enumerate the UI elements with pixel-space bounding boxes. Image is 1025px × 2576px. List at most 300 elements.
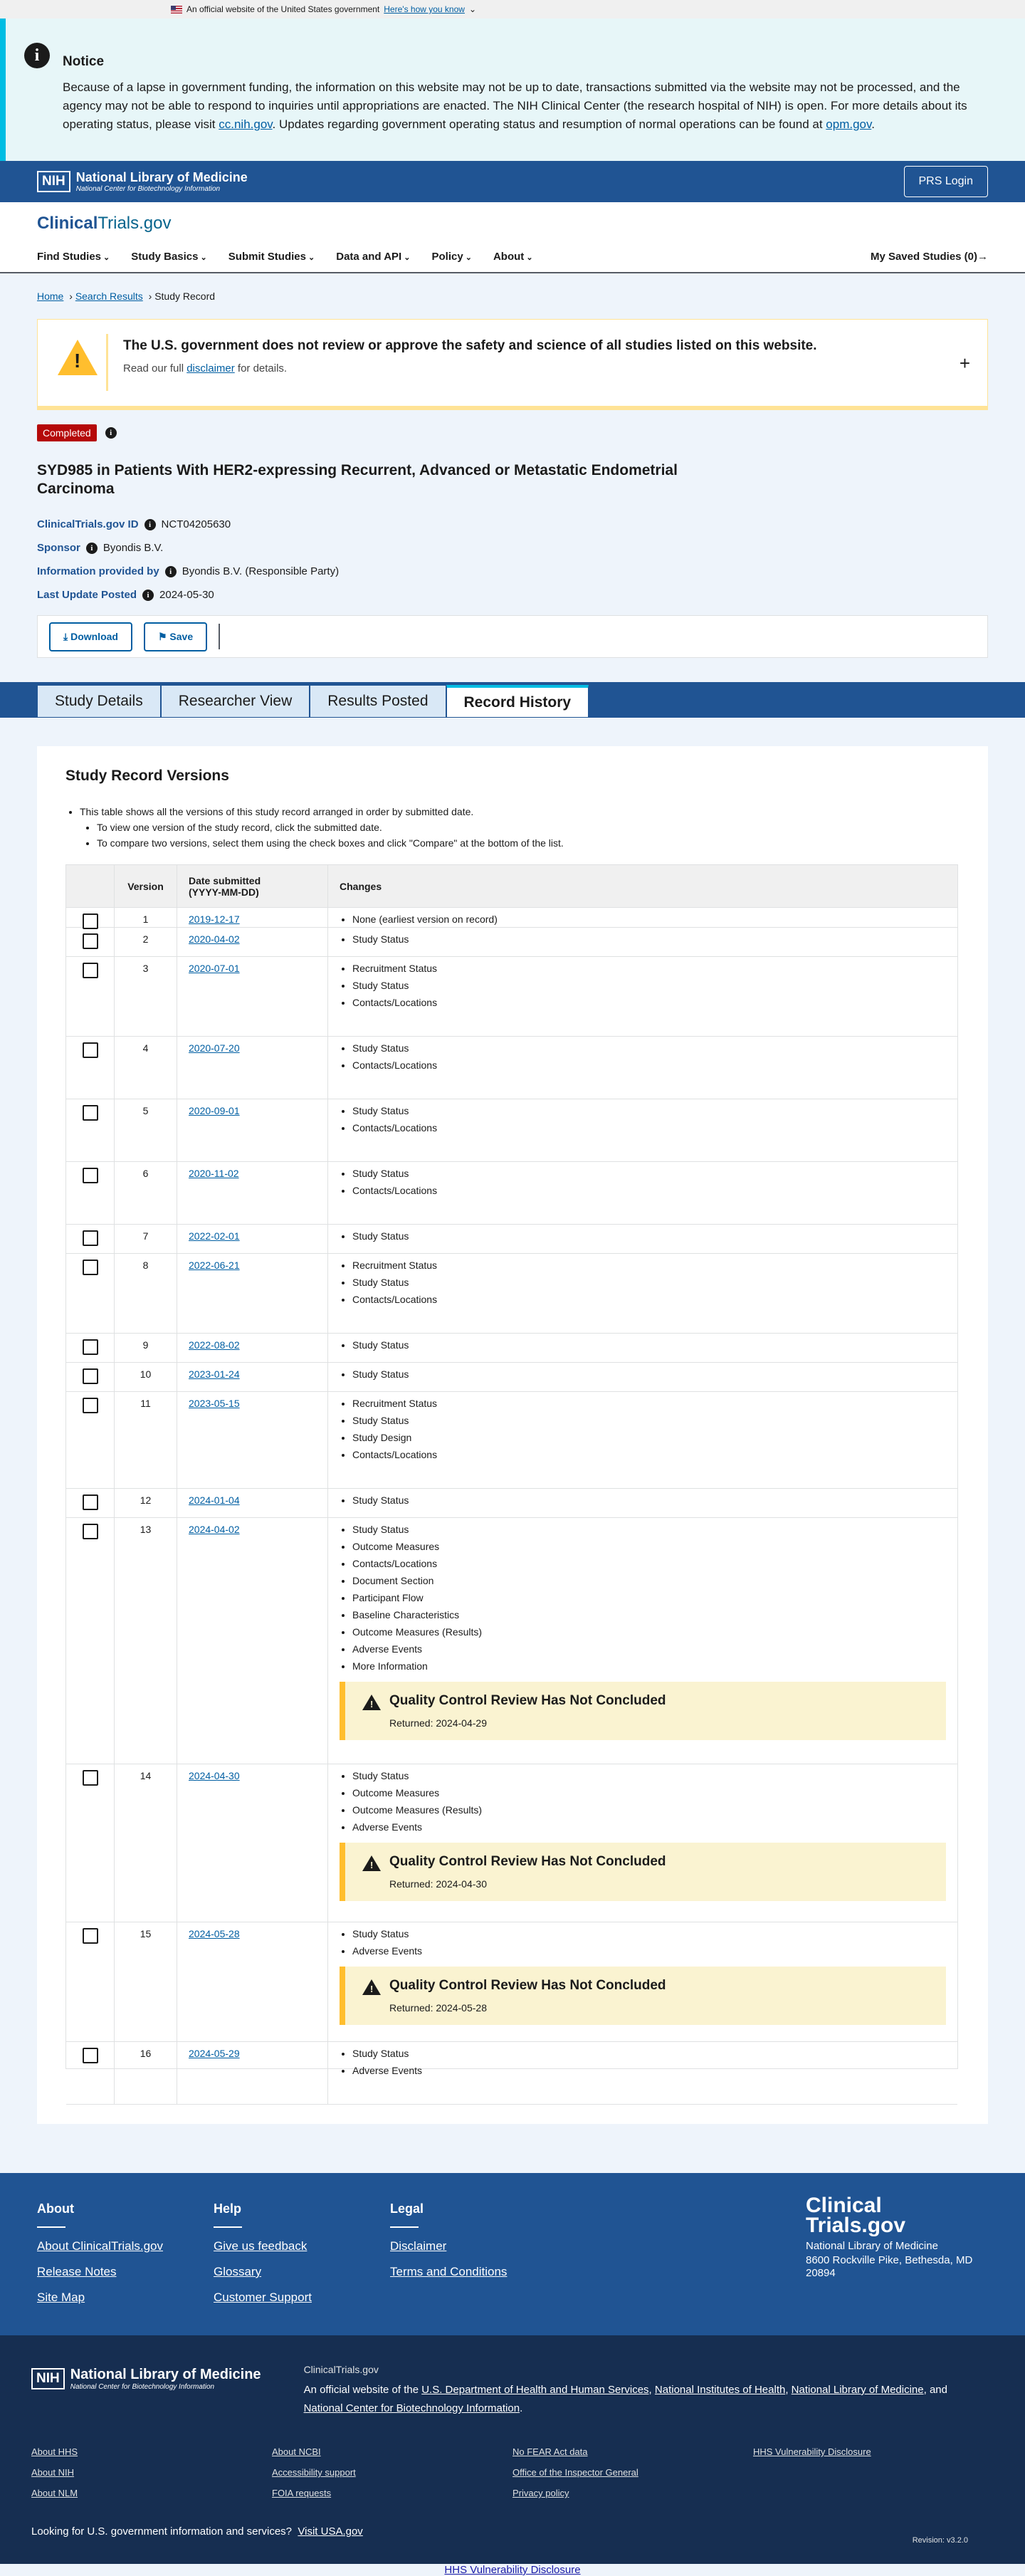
change-item: • Study Status	[352, 1928, 957, 1939]
change-item: • Outcome Measures (Results)	[352, 1626, 957, 1638]
version-date-link[interactable]: 2023-05-15	[189, 1398, 240, 1409]
select-cell	[66, 957, 115, 1036]
select-cell	[66, 1099, 115, 1161]
date-cell	[177, 1489, 328, 1517]
version-checkbox[interactable]	[83, 1042, 98, 1058]
date-cell	[177, 1162, 328, 1224]
warning-icon	[362, 1979, 381, 1995]
table-row	[66, 1392, 957, 1489]
date-cell	[177, 1099, 328, 1161]
version-number: 6	[115, 1162, 177, 1224]
ncbi-link[interactable]: National Center for Biotechnology Information	[303, 2402, 520, 2414]
date-cell	[177, 957, 328, 1036]
change-item: • Study Status	[352, 1770, 957, 1781]
version-checkbox[interactable]	[83, 1398, 98, 1413]
changes-cell	[328, 1334, 957, 1362]
select-cell	[66, 928, 115, 956]
official-pre: An official website of the	[303, 2384, 422, 2396]
select-cell	[66, 1162, 115, 1224]
nih-logo-icon: NIH	[31, 2368, 65, 2389]
study-title: SYD985 in Patients With HER2-expressing Recurrent, Advanced or Metastatic Endometrial Carcinoma	[37, 462, 678, 497]
version-checkbox[interactable]	[83, 1230, 98, 1246]
footer-agency	[0, 2335, 1025, 2564]
change-item: • Study Status	[352, 2048, 957, 2059]
date-cell	[177, 1334, 328, 1362]
warning-icon	[362, 1695, 381, 1710]
changes-cell	[328, 1254, 957, 1333]
change-item: • Contacts/Locations	[352, 1558, 957, 1569]
meta-row	[37, 565, 988, 577]
my-saved-studies-link[interactable]: My Saved Studies (0)→	[870, 251, 988, 263]
opm-link[interactable]: opm.gov	[826, 117, 872, 131]
meta-key: ClinicalTrials.gov ID	[37, 518, 139, 530]
changes-cell	[328, 1099, 957, 1161]
version-checkbox[interactable]	[83, 1928, 98, 1944]
qc-title: Quality Control Review Has Not Concluded	[389, 1978, 666, 1993]
footer-link[interactable]: Site Map	[37, 2290, 85, 2304]
date-cell	[177, 928, 328, 956]
date-cell	[177, 2042, 328, 2104]
version-date-link[interactable]: 2024-05-28	[189, 1928, 240, 1939]
expand-plus-icon[interactable]: +	[959, 352, 970, 374]
version-checkbox[interactable]	[83, 1105, 98, 1121]
footer-agency-links	[31, 2446, 994, 2508]
change-item: • Study Status	[352, 980, 957, 991]
version-date-link[interactable]: 2020-04-02	[189, 933, 240, 945]
version-date-link[interactable]: 2024-05-29	[189, 2048, 240, 2059]
version-number: 1	[115, 908, 177, 927]
select-cell	[66, 1225, 115, 1253]
footer-link[interactable]: About NCBI	[272, 2446, 321, 2457]
version-date-link[interactable]: 2023-01-24	[189, 1368, 240, 1380]
change-item: • Contacts/Locations	[352, 1449, 957, 1460]
footer-link[interactable]: About NLM	[31, 2488, 78, 2498]
table-row	[66, 1254, 957, 1334]
table-row	[66, 1489, 957, 1518]
notice-text-1: Because of a lapse in government funding, the information on this website may not be up to date, transactions submitted via the website may not be processed, and the agency may not be able to respond to inquiries until appropriations are enacted. The NIH Clinical Center (the research hospital of NIH) is open. For more details about its operating status, please visit	[63, 80, 967, 131]
download-button[interactable]	[49, 622, 132, 651]
meta-key: Information provided by	[37, 565, 159, 577]
date-cell	[177, 1225, 328, 1253]
info-icon[interactable]: i	[105, 427, 117, 439]
info-icon: i	[24, 43, 50, 68]
table-row	[66, 908, 957, 928]
nav-find-studies[interactable]: Find Studies ⌄	[37, 251, 110, 263]
gov-banner	[0, 0, 1025, 19]
change-item: • Document Section	[352, 1575, 957, 1586]
section-title: Study Record Versions	[65, 768, 229, 784]
meta-row	[37, 518, 988, 530]
and-text: and	[929, 2384, 947, 2396]
action-bar	[37, 615, 988, 658]
disclaimer-post: for details.	[234, 362, 288, 375]
qc-title: Quality Control Review Has Not Concluded	[389, 1693, 666, 1708]
change-item: • Contacts/Locations	[352, 1122, 957, 1133]
table-row	[66, 957, 957, 1037]
footer-col-help	[214, 2201, 390, 2316]
change-item: • Study Status	[352, 1339, 957, 1351]
version-date-link[interactable]: 2024-01-04	[189, 1494, 240, 1506]
gov-banner-text: An official website of the United States government	[186, 4, 380, 14]
table-row	[66, 928, 957, 957]
version-date-link[interactable]: 2019-12-17	[189, 913, 240, 925]
table-row	[66, 2042, 957, 2105]
footer-link[interactable]: Glossary	[214, 2265, 262, 2278]
header-changes: Changes	[340, 880, 382, 892]
info-icon[interactable]: i	[165, 566, 177, 577]
change-item: • Adverse Events	[352, 1821, 957, 1833]
version-checkbox[interactable]	[83, 933, 98, 949]
download-icon: ⤓	[63, 630, 71, 642]
version-date-link[interactable]: 2020-07-01	[189, 963, 240, 974]
version-number: 8	[115, 1254, 177, 1333]
cc-nih-link[interactable]: cc.nih.gov	[219, 117, 273, 131]
change-item: • Adverse Events	[352, 2065, 957, 2076]
notice-text-2: . Updates regarding government operating status and resumption of normal operations can be found at	[272, 117, 826, 131]
nih-link[interactable]: National Institutes of Health	[654, 2384, 786, 2396]
disclaimer-text	[123, 362, 987, 375]
save-button[interactable]	[144, 622, 207, 651]
change-item: • Participant Flow	[352, 1592, 957, 1603]
nav-study-basics[interactable]: Study Basics ⌄	[131, 251, 207, 263]
ctg-logo[interactable]	[37, 214, 988, 234]
change-item: • Baseline Characteristics	[352, 1609, 957, 1621]
version-number: 13	[115, 1518, 177, 1764]
qc-returned: Returned: 2024-04-30	[389, 1878, 487, 1890]
table-header	[66, 865, 957, 908]
changes-cell	[328, 1489, 957, 1517]
select-cell	[66, 1334, 115, 1362]
nav-about[interactable]: About ⌄	[493, 251, 533, 263]
table-row	[66, 1037, 957, 1099]
version-checkbox[interactable]	[83, 1524, 98, 1539]
select-cell	[66, 1764, 115, 1922]
version-checkbox[interactable]	[83, 1168, 98, 1183]
change-item: • Study Status	[352, 933, 957, 945]
footer-ncbi-name: National Center for Biotechnology Information	[70, 2383, 215, 2391]
tab-researcher-view[interactable]: Researcher View	[161, 685, 310, 718]
select-cell	[66, 1518, 115, 1764]
select-cell	[66, 908, 115, 927]
nlm-link[interactable]: National Library of Medicine	[791, 2384, 924, 2396]
footer-nlm-logo[interactable]	[31, 2367, 261, 2391]
bookmark-icon: ⚑	[157, 630, 170, 642]
meta-value: NCT04205630	[161, 518, 231, 530]
ctg-header	[0, 202, 1025, 273]
version-checkbox[interactable]	[83, 1368, 98, 1384]
footer-link[interactable]: About HHS	[31, 2446, 78, 2457]
info-icon[interactable]: i	[144, 519, 156, 530]
footer-link[interactable]: Terms and Conditions	[390, 2265, 508, 2278]
meta-value: Byondis B.V. (Responsible Party)	[182, 565, 340, 577]
meta-row	[37, 542, 988, 554]
intro-list	[65, 806, 960, 849]
changes-cell	[328, 1392, 957, 1488]
official-website-text: An official website of the U.S. Department of Health and Human Services, National Institutes of Health, National Library of Medicine, and National Center for Biotechnology Information.	[303, 2384, 947, 2414]
notice-banner	[0, 19, 1025, 161]
changes-cell	[328, 1037, 957, 1099]
changes-cell	[328, 957, 957, 1036]
version-checkbox[interactable]	[83, 1260, 98, 1275]
heres-how-link[interactable]: Here's how you know	[384, 4, 465, 14]
nav-policy[interactable]: Policy ⌄	[432, 251, 472, 263]
qc-returned: Returned: 2024-05-28	[389, 2002, 487, 2014]
version-date-link[interactable]: 2020-11-02	[189, 1168, 239, 1179]
nlm-name: National Library of Medicine	[75, 170, 248, 184]
warning-icon	[362, 1855, 381, 1871]
meta-value: Byondis B.V.	[102, 542, 164, 554]
footer-link[interactable]: FOIA requests	[272, 2488, 332, 2498]
footer-logo-line2: Trials.gov	[806, 2214, 906, 2237]
change-item: • Study Status	[352, 1494, 957, 1506]
date-cell	[177, 1254, 328, 1333]
change-item: • Adverse Events	[352, 1945, 957, 1957]
footer-nlm-name: National Library of Medicine	[70, 2367, 261, 2382]
footer-main	[0, 2173, 1025, 2335]
table-row	[66, 1363, 957, 1392]
version-checkbox[interactable]	[83, 2048, 98, 2063]
version-number: 4	[115, 1037, 177, 1099]
disclaimer-link[interactable]: disclaimer	[186, 362, 235, 375]
change-item: • Study Design	[352, 1432, 957, 1443]
date-cell	[177, 1363, 328, 1391]
breadcrumb-current: Study Record	[154, 290, 216, 302]
qc-alert	[340, 1682, 946, 1740]
footer-logo-line1: Clinical	[806, 2194, 882, 2217]
qc-alert	[340, 1843, 946, 1901]
table-row	[66, 1922, 957, 2042]
select-cell	[66, 1037, 115, 1099]
change-item: • Recruitment Status	[352, 1260, 957, 1271]
version-checkbox[interactable]	[83, 913, 98, 929]
table-body	[66, 908, 957, 2105]
record-history-panel	[37, 746, 988, 2124]
download-label: Download	[70, 630, 118, 642]
info-icon[interactable]: i	[142, 590, 154, 601]
footer-heading: About	[37, 2201, 74, 2216]
header-date	[177, 865, 328, 907]
info-icon[interactable]: i	[86, 543, 98, 554]
table-row	[66, 1518, 957, 1764]
prs-login-button[interactable]: PRS Login	[904, 166, 989, 197]
header-select	[66, 865, 115, 907]
meta-key: Sponsor	[37, 542, 80, 554]
version-number: 15	[115, 1922, 177, 2041]
qc-returned: Returned: 2024-04-29	[389, 1717, 487, 1729]
version-number: 10	[115, 1363, 177, 1391]
footer-ctg-logo	[806, 2196, 984, 2280]
ncbi-name: National Center for Biotechnology Information	[75, 185, 221, 193]
meta-value: 2024-05-30	[159, 589, 214, 601]
tab-record-history[interactable]: Record History	[446, 685, 589, 718]
footer-link[interactable]: Customer Support	[214, 2290, 312, 2304]
version-number: 11	[115, 1392, 177, 1488]
us-flag-icon	[171, 6, 182, 14]
intro-item: • This table shows all the versions of this study record arranged in order by submitted date.	[80, 806, 960, 817]
status-row	[37, 424, 988, 441]
version-date-link[interactable]: 2022-08-02	[189, 1339, 240, 1351]
change-item: • More Information	[352, 1660, 957, 1672]
footer-link[interactable]: No FEAR Act data	[512, 2446, 588, 2457]
breadcrumb-search-results[interactable]: Search Results	[75, 290, 143, 302]
changes-cell	[328, 928, 957, 956]
main-nav	[37, 251, 988, 263]
chevron-right-icon: ›	[66, 290, 75, 302]
action-divider	[219, 624, 220, 649]
breadcrumb-home[interactable]: Home	[37, 290, 64, 302]
nlm-header	[0, 161, 1025, 202]
notice-text-3: .	[871, 117, 875, 131]
change-item: • Study Status	[352, 1277, 957, 1288]
disclaimer-pre: Read our full	[123, 362, 187, 375]
header-date-format: (YYYY-MM-DD)	[189, 886, 259, 898]
save-label: Save	[169, 630, 194, 642]
disclaimer-title: The U.S. government does not review or approve the safety and science of all studies listed on this website.	[123, 338, 817, 353]
version-number: 14	[115, 1764, 177, 1922]
change-item: • Contacts/Locations	[352, 1185, 957, 1196]
change-item: • Contacts/Locations	[352, 1059, 957, 1071]
version-checkbox[interactable]	[83, 1770, 98, 1786]
footer-link[interactable]: HHS Vulnerability Disclosure	[753, 2446, 871, 2457]
table-row	[66, 1225, 957, 1254]
footer-link[interactable]: Disclaimer	[390, 2239, 447, 2253]
hhs-link[interactable]: U.S. Department of Health and Human Services	[421, 2384, 649, 2396]
change-item: • Contacts/Locations	[352, 997, 957, 1008]
header-version: Version	[115, 865, 177, 907]
chevron-down-icon: ⌄	[468, 4, 477, 14]
change-item: • Recruitment Status	[352, 963, 957, 974]
usagov-link[interactable]: Visit USA.gov	[298, 2525, 363, 2538]
change-item: • Study Status	[352, 1368, 957, 1380]
usagov-row	[31, 2525, 994, 2538]
footer-link[interactable]: Accessibility support	[272, 2467, 356, 2478]
version-date-link[interactable]: 2020-09-01	[189, 1105, 240, 1116]
revision-text: Revision: v3.2.0	[912, 2536, 968, 2545]
bottom-hhs-link-row	[0, 2564, 1025, 2576]
version-number: 9	[115, 1334, 177, 1362]
change-item: • Outcome Measures	[352, 1541, 957, 1552]
footer-divider	[390, 2226, 419, 2228]
versions-table	[65, 864, 958, 2076]
change-item: • Study Status	[352, 1415, 957, 1426]
change-item: • Study Status	[352, 1042, 957, 1054]
nav-submit-studies[interactable]: Submit Studies ⌄	[228, 251, 315, 263]
footer-link[interactable]: Give us feedback	[214, 2239, 308, 2253]
version-date-link[interactable]: 2022-02-01	[189, 1230, 240, 1242]
change-item: • Outcome Measures	[352, 1787, 957, 1799]
change-item: • Study Status	[352, 1524, 957, 1535]
tab-results-posted[interactable]: Results Posted	[310, 685, 446, 718]
footer-address-1: National Library of Medicine	[806, 2240, 938, 2252]
version-checkbox[interactable]	[83, 1339, 98, 1355]
table-row	[66, 1764, 957, 1922]
changes-cell	[328, 1162, 957, 1224]
change-item: • Outcome Measures (Results)	[352, 1804, 957, 1816]
version-checkbox[interactable]	[83, 1494, 98, 1510]
footer-small-title: ClinicalTrials.gov	[303, 2364, 379, 2375]
disclaimer-divider	[106, 334, 108, 391]
change-item: • Adverse Events	[352, 1643, 957, 1655]
footer-address-2: 8600 Rockville Pike, Bethesda, MD 20894	[806, 2254, 973, 2279]
version-number: 5	[115, 1099, 177, 1161]
chevron-right-icon: ›	[145, 290, 155, 302]
version-date-link[interactable]: 2024-04-02	[189, 1524, 240, 1535]
footer-link[interactable]: About NIH	[31, 2467, 74, 2478]
changes-cell	[328, 1363, 957, 1391]
qc-alert	[340, 1967, 946, 2025]
version-checkbox[interactable]	[83, 963, 98, 978]
status-badge: Completed	[37, 424, 97, 441]
changes-cell	[328, 1922, 957, 2041]
select-cell	[66, 2042, 115, 2104]
changes-cell	[328, 908, 957, 927]
version-number: 2	[115, 928, 177, 956]
qc-title: Quality Control Review Has Not Concluded	[389, 1854, 666, 1869]
change-item: • Recruitment Status	[352, 1398, 957, 1409]
nlm-logo[interactable]	[37, 170, 248, 193]
date-cell	[177, 1037, 328, 1099]
changes-cell	[328, 1225, 957, 1253]
version-number: 7	[115, 1225, 177, 1253]
usagov-text: Looking for U.S. government information and services?	[31, 2525, 293, 2538]
date-cell	[177, 1518, 328, 1764]
intro-item: • To view one version of the study record, click the submitted date.	[97, 822, 960, 833]
logo-part-1: Clinical	[37, 214, 98, 233]
footer-divider	[37, 2226, 65, 2228]
hhs-vulnerability-link[interactable]: HHS Vulnerability Disclosure	[444, 2564, 581, 2576]
table-row	[66, 1099, 957, 1162]
date-cell	[177, 908, 328, 927]
version-date-link[interactable]: 2024-04-30	[189, 1770, 240, 1781]
footer-link[interactable]: Privacy policy	[512, 2488, 569, 2498]
disclaimer-box	[37, 319, 988, 410]
footer-heading: Legal	[390, 2201, 424, 2216]
changes-cell	[328, 1518, 957, 1764]
header-date-label: Date submitted	[189, 874, 261, 886]
select-cell	[66, 1489, 115, 1517]
select-cell	[66, 1254, 115, 1333]
change-item: • None (earliest version on record)	[352, 913, 957, 925]
footer-heading: Help	[214, 2201, 242, 2216]
change-item: • Study Status	[352, 1168, 957, 1179]
changes-cell	[328, 1764, 957, 1922]
warning-icon	[58, 340, 98, 375]
date-cell	[177, 1764, 328, 1922]
change-item: • Study Status	[352, 1105, 957, 1116]
study-tabs	[0, 682, 1025, 718]
intro-item: • To compare two versions, select them using the check boxes and click "Compare" at the bottom of the list.	[97, 837, 960, 849]
change-item: • Contacts/Locations	[352, 1294, 957, 1305]
footer-col-about	[37, 2201, 214, 2316]
version-date-link[interactable]: 2020-07-20	[189, 1042, 240, 1054]
nih-logo-icon: NIH	[37, 171, 70, 192]
select-cell	[66, 1363, 115, 1391]
version-date-link[interactable]: 2022-06-21	[189, 1260, 240, 1271]
notice-title: Notice	[63, 54, 105, 69]
nav-data-api[interactable]: Data and API ⌄	[336, 251, 410, 263]
footer-link[interactable]: Release Notes	[37, 2265, 117, 2278]
breadcrumb	[0, 273, 1025, 319]
footer-link[interactable]: About ClinicalTrials.gov	[37, 2239, 163, 2253]
select-cell	[66, 1922, 115, 2041]
notice-body	[63, 78, 981, 134]
footer-divider	[214, 2226, 242, 2228]
table-row	[66, 1334, 957, 1363]
meta-row	[37, 589, 988, 601]
tab-study-details[interactable]: Study Details	[37, 685, 161, 718]
study-meta	[37, 518, 988, 601]
footer-link[interactable]: Office of the Inspector General	[512, 2467, 638, 2478]
